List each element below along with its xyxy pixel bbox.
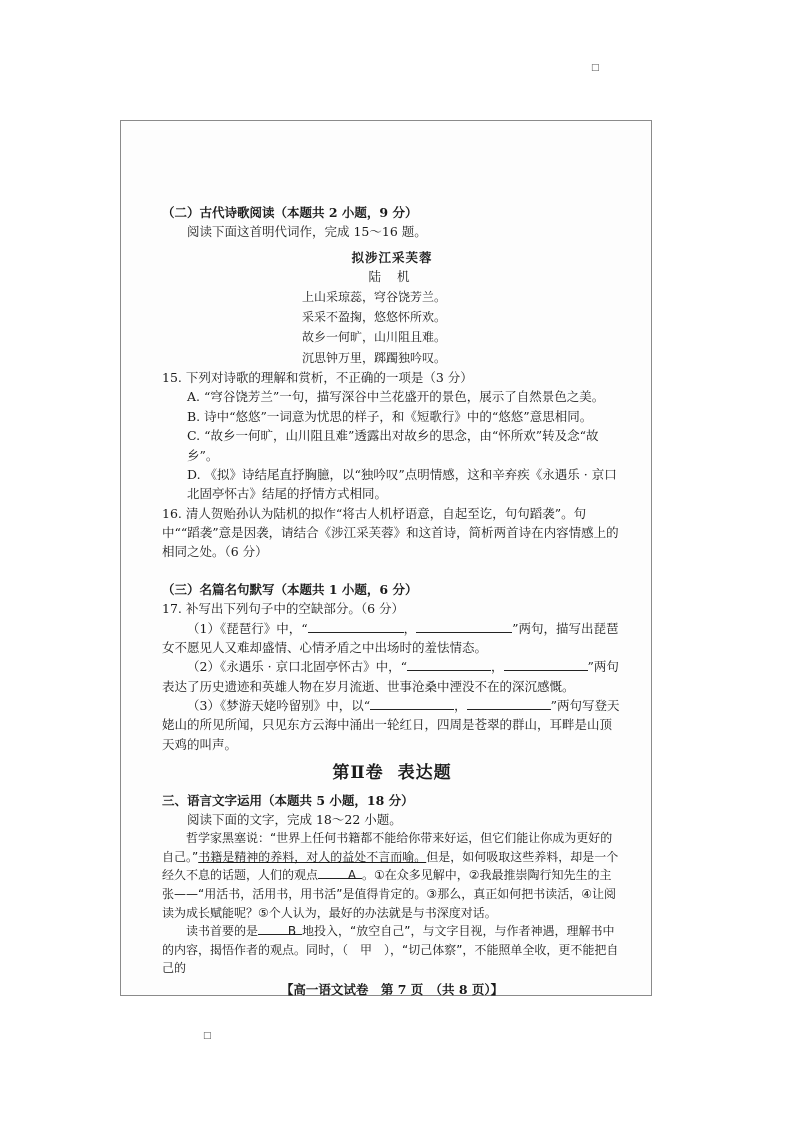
section-heading: 三、语言文字运用（本题共 5 小题，18 分）	[162, 792, 414, 808]
answer-blank[interactable]	[416, 620, 512, 633]
fill-item-3: （3）《梦游天姥吟留别》中，以“ ， ”两句写登天姥山的所见所闻，只见东方云海中涌出一轮红日，四周是苍翠的群山，耳畔是山顶天鸡的叫声。	[162, 698, 620, 752]
question-17: 17. 补写出下列句子中的空缺部分。（6 分）	[162, 601, 405, 617]
section-heading: （三）名篇名句默写（本题共 1 小题，6 分）	[162, 581, 418, 597]
answer-blank[interactable]	[308, 620, 404, 633]
answer-blank-b[interactable]: B	[258, 922, 302, 935]
option-b: B. 诗中“悠悠”一词意为忧思的样子，和《短歌行》中的“悠悠”意思相同。	[187, 408, 593, 424]
instruction: 阅读下面这首明代词作，完成 15～16 题。	[187, 224, 427, 240]
reading-paragraph: 哲学家黑塞说：“世界上任何书籍都不能给你带来好运，但它们能让你成为更好的自己。”书籍是精神的养料，对人的益处不言而喻。但是，如何吸取这些养料，却是一个经久不息的话题，人们的观点 A 。①在众多见解中，②我最推崇陶行知先生的主张——“用活书，活用书，用书活”是值得肯定的。③那么，真正如何把书读活，④让阅读为成长赋能呢？⑤个人认为，最好的办法就是与书深度对话。	[162, 831, 619, 920]
poem-line: 上山采琼蕊，穹谷饶芳兰。	[302, 289, 447, 304]
answer-blank[interactable]	[407, 658, 491, 671]
section-heading: （二）古代诗歌阅读（本题共 2 小题，9 分）	[162, 205, 418, 220]
poem-title: 拟涉江采芙蓉	[351, 249, 433, 265]
poem-line: 故乡一何旷，山川阻且难。	[302, 330, 447, 345]
answer-blank[interactable]	[504, 658, 588, 671]
fill-item-2: （2）《永遇乐 · 京口北固亭怀古》中，“ ， ”两句表达了历史遗迹和英雄人物在岁月流逝、世事沧桑中湮没不在的深沉感慨。	[162, 659, 619, 694]
corner-mark: □	[203, 1031, 212, 1041]
poem-author: 陆 机	[368, 269, 416, 285]
option-d: D. 《拟》诗结尾直抒胸臆，以“独吟叹”点明情感，这和辛弃疾《永遇乐 · 京口北固亭怀古》结尾的抒情方式相同。	[187, 466, 617, 502]
option-a: A. “穹谷饶芳兰”一句，描写深谷中兰花盛开的景色，展示了自然景色之美。	[187, 389, 605, 405]
corner-mark: □	[591, 63, 600, 73]
fill-item-1: （1）《琵琶行》中，“ ， ”两句，描写出琵琶女不愿见人又难却盛情、心情矛盾之中出场时的羞怯情态。	[162, 620, 619, 655]
exam-page	[162, 203, 622, 999]
answer-blank[interactable]	[467, 697, 551, 710]
reading-paragraph: 读书首要的是 B 地投入，“放空自己”，与文字目视，与作者神遇，理解书中的内容，揭悟作者的观点。同时，（ 甲 ），“切己体察”，不能照单全收，更不能把自己的	[162, 924, 619, 976]
option-c: C. “故乡一何旷，山川阻且难”透露出对故乡的思念，由“怀所欢”转及念“故乡”。	[187, 428, 599, 463]
instruction: 阅读下面的文字，完成 18～22 小题。	[187, 811, 402, 827]
poem-body	[302, 287, 482, 369]
question-16: 16. 清人贺贻孙认为陆机的拟作“将古人机杼语意，自起至讫，句句蹈袭”。句中““蹈袭”意是因袭，请结合《涉江采芙蓉》和这首诗，简析两首诗在内容情感上的相同之处。（6 分）	[162, 505, 619, 560]
question-15: 15. 下列对诗歌的理解和赏析，不正确的一项是（3 分）	[162, 370, 473, 386]
page-footer: 【高一语文试卷 第 7 页 （共 8 页）】	[280, 982, 504, 998]
poem-line: 沉思钟万里，踯躅独吟叹。	[302, 350, 447, 365]
poem-line: 采采不盈掬，悠悠怀所欢。	[302, 309, 447, 324]
answer-blank[interactable]	[370, 697, 454, 710]
underlined-sentence: 书籍是精神的养料，对人的益处不言而喻。	[198, 849, 427, 864]
answer-blank-a[interactable]: A	[318, 866, 362, 879]
volume-title: 第Ⅱ卷 表达题	[332, 763, 452, 784]
